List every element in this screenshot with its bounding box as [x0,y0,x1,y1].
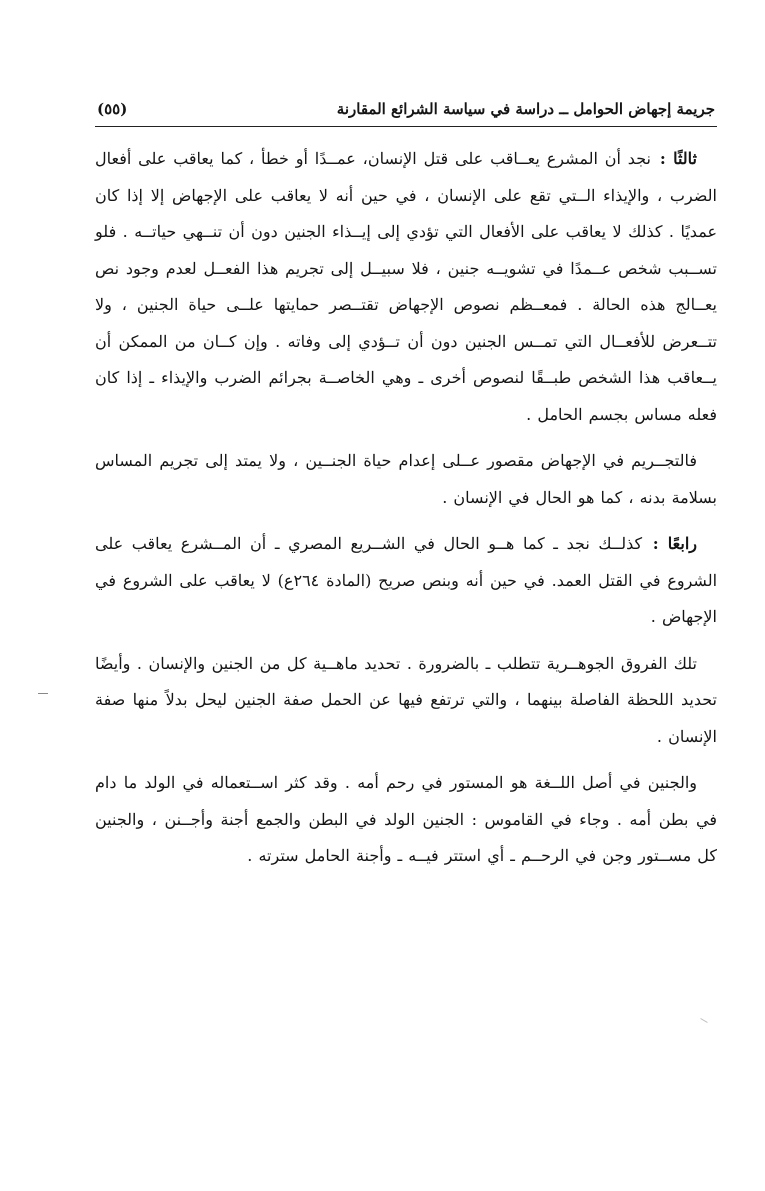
paragraph-third-point [95,141,717,433]
paragraph-criminalization-scope [95,443,717,516]
body-text [95,141,717,875]
paragraph-text: كذلــك نجد ـ كما هــو الحال في الشــريع المصري ـ أن المــشرع يعاقب على الشروع في القتل العمد. في حين أنه وبنص صريح (المادة ٢٦٤ع) لا يعاقب على الشروع في الإجهاض . [95,534,718,626]
running-header [95,100,717,127]
paragraph-differences [95,646,717,756]
page-number: (٥٥) [97,100,128,118]
book-page [95,100,717,875]
paragraph-text: فالتجــريم في الإجهاض مقصور عــلى إعدام حياة الجنــين ، ولا يمتد إلى تجريم المساس بسلامة بدنه ، كما هو الحال في الإنسان . [95,451,717,507]
paragraph-lead: رابعًا : [652,534,698,553]
header-title: جريمة إجهاض الحوامل ــ دراسة في سياسة الشرائع المقارنة [336,100,715,118]
paragraph-text: تلك الفروق الجوهــرية تتطلب ـ بالضرورة . تحديد ماهــية كل من الجنين والإنسان . وأيضًا تحديد اللحظة الفاصلة بينهما ، والتي ترتفع فيها عن الحمل صفة الجنين ليحل بدلاً منها صفة الإنسان . [95,653,717,746]
scan-margin-mark [38,693,48,694]
paragraph-lead: ثالثًا : [659,149,697,168]
paragraph-text: نجد أن المشرع يعــاقب على قتل الإنسان، عمــدًا أو خطأ ، كما يعاقب على أفعال الضرب ، والإيذاء الــتي تقع على الإنسان ، في حين أنه لا يعاقب على الإجهاض إلا إذا كان عمديًا . كذلك لا يعاقب على الأفعال التي تؤدي إلى إيــذاء الجنين دون أن تنــهي حياتــه . فلو تســبب شخص عــمدًا في تشويــه جنين ، فلا سبيــل إلى تجريم هذا الفعــل لعدم وجود نص يعــالج هذه الحالة . فمعــظم نصوص الإجهاض تقتــصر حمايتها علــى حياة الجنين ، ولا تتــعرض للأفعــال التي تمــس الجنين دون أن تــؤدي إلى وفاته . وإن كــان من الممكن أن يــعاقب هذا الشخص طبــقًا لنصوص أخرى ـ وهي الخاصــة بجرائم الضرب والإيذاء ـ إذا كان فعله مساس بجسم الحامل . [95,149,718,424]
scan-margin-mark [700,1018,707,1023]
paragraph-fourth-point [95,526,717,636]
paragraph-text: والجنين في أصل اللــغة هو المستور في رحم أمه . وقد كثر اســتعماله في الولد ما دام في بطن أمه . وجاء في القاموس : الجنين الولد في البطن والجمع أجنة وأجــنن ، والجنين كل مســتور وجن في الرحــم ـ أي استتر فيــه ـ وأجنة الحامل سترته . [95,773,717,865]
paragraph-fetus-definition [95,765,717,875]
